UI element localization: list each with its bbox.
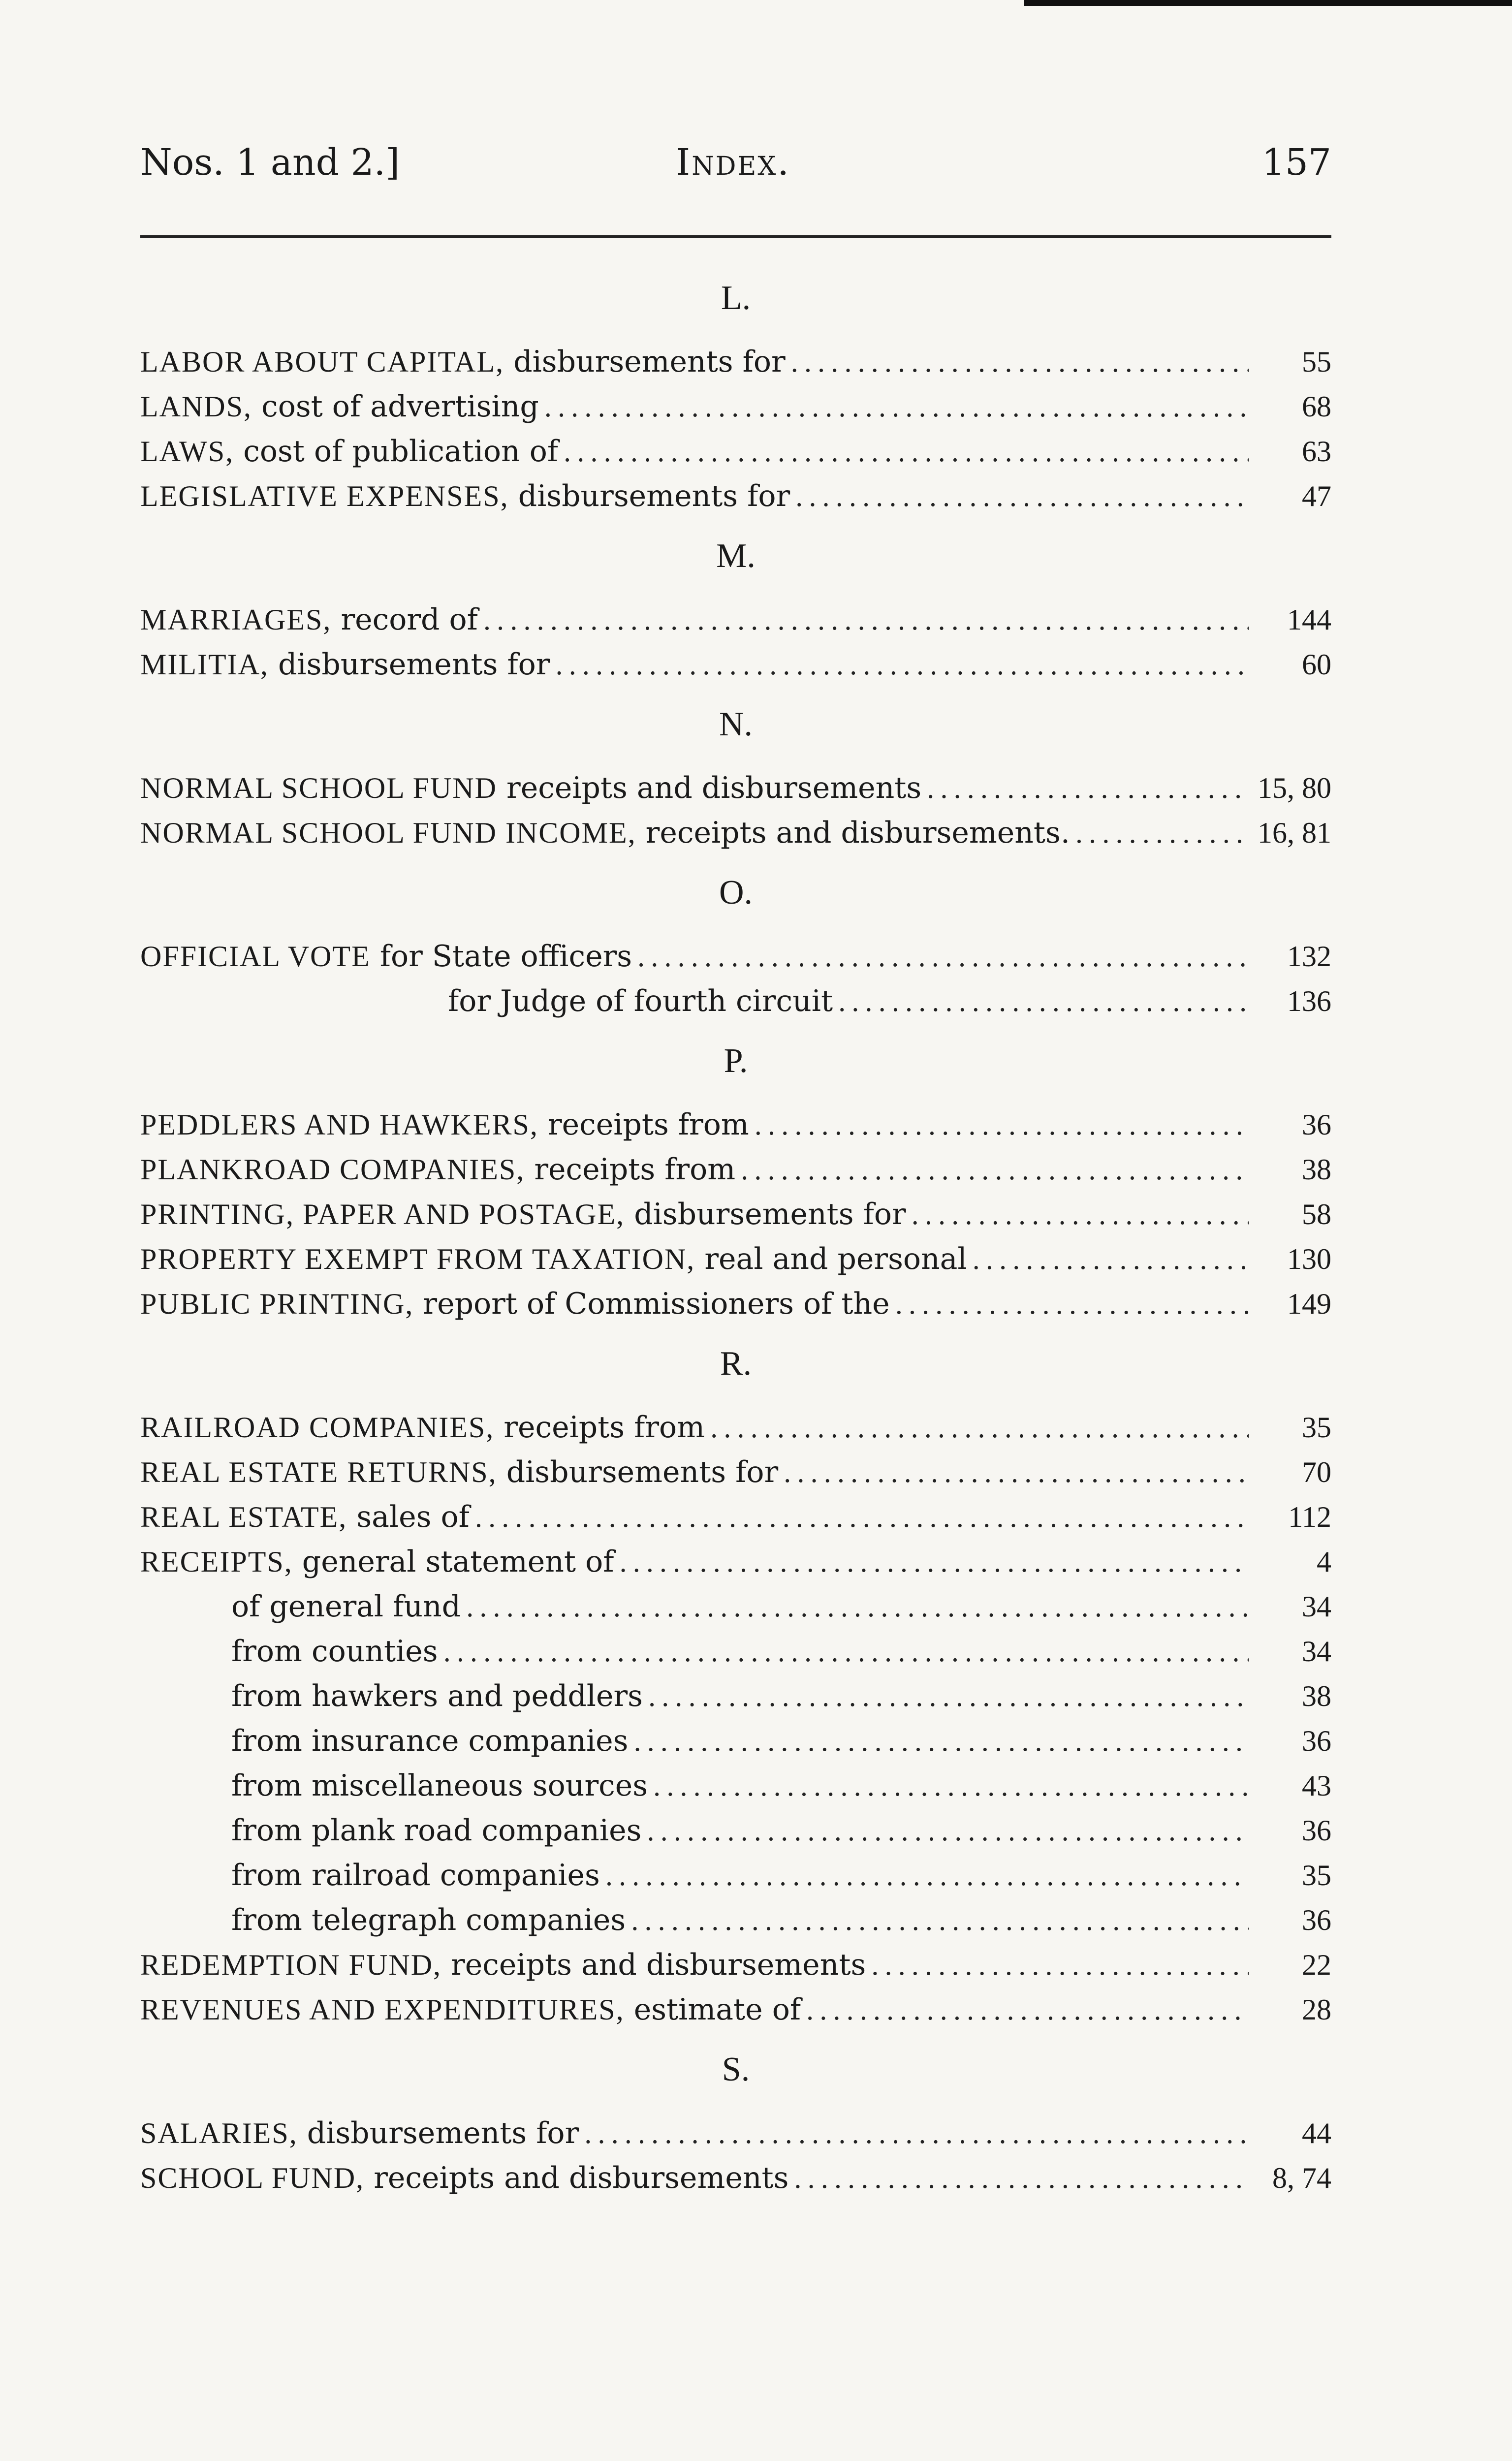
dot-leader <box>646 1809 1249 1854</box>
dot-leader <box>653 1764 1249 1809</box>
entry-description: for State officers <box>370 939 632 974</box>
entry-page-ref: 144 <box>1287 603 1331 636</box>
entry-page-ref: 132 <box>1287 940 1331 973</box>
entry-heading: REDEMPTION FUND, <box>140 1949 442 1981</box>
dot-leader <box>648 1674 1249 1719</box>
entry-page-ref: 70 <box>1302 1456 1331 1488</box>
entry-page-ref: 34 <box>1302 1590 1331 1623</box>
entry-text <box>140 1943 866 1988</box>
entry-text <box>231 1584 461 1629</box>
entry-heading: SCHOOL FUND, <box>140 2162 365 2194</box>
entry-page-ref: 22 <box>1302 1949 1331 1981</box>
entry-heading: RECEIPTS, <box>140 1546 293 1578</box>
index-entry <box>140 1988 1331 2032</box>
entry-description: disbursements for <box>268 647 550 682</box>
entry-heading: PROPERTY EXEMPT FROM TAXATION, <box>140 1243 695 1275</box>
dot-leader <box>895 1282 1249 1327</box>
header-rule <box>140 235 1331 238</box>
entry-description: estimate of <box>624 1992 801 2027</box>
dot-leader <box>637 935 1249 979</box>
entry-description: receipts and disbursements <box>364 2161 789 2195</box>
entry-page-ref: 34 <box>1302 1635 1331 1668</box>
index-entry <box>140 1853 1331 1898</box>
entry-page-ref: 58 <box>1302 1198 1331 1230</box>
entry-text <box>140 1282 890 1326</box>
index-entry <box>140 1764 1331 1808</box>
entry-page-ref: 55 <box>1302 346 1331 378</box>
entry-description: from miscellaneous sources <box>231 1768 648 1803</box>
entry-description: disbursements for <box>497 1455 779 1489</box>
index-entry <box>140 1103 1331 1147</box>
entry-text <box>140 1450 778 1495</box>
entry-heading: NORMAL SCHOOL FUND INCOME, <box>140 817 636 849</box>
dot-leader <box>838 979 1249 1024</box>
entry-page-ref: 36 <box>1302 1725 1331 1757</box>
dot-leader <box>871 1943 1249 1988</box>
entry-page-ref: 60 <box>1302 648 1331 681</box>
index-entry <box>140 1282 1331 1326</box>
index-entry <box>140 1405 1331 1450</box>
index-entry <box>140 1540 1331 1584</box>
entry-heading: PUBLIC PRINTING, <box>140 1288 414 1320</box>
entry-text <box>140 766 921 811</box>
dot-leader <box>443 1630 1249 1674</box>
dot-leader <box>555 643 1249 688</box>
entry-description: record of <box>331 602 478 637</box>
entry-text <box>140 474 790 519</box>
entry-text <box>231 1808 641 1853</box>
entry-heading: LAWS, <box>140 435 234 468</box>
section-letter: L. <box>721 279 751 317</box>
index-entries <box>140 261 1331 2201</box>
dot-leader <box>584 2112 1249 2156</box>
entry-description: real and personal <box>695 1242 967 1276</box>
entry-text <box>140 384 539 429</box>
index-entry <box>140 474 1331 519</box>
entry-heading: NORMAL SCHOOL FUND <box>140 772 497 804</box>
dot-leader <box>783 1451 1249 1495</box>
entry-text <box>140 811 1070 855</box>
dot-leader <box>754 1103 1249 1148</box>
page-edge-shadow <box>1024 0 1512 6</box>
dot-leader <box>793 2156 1249 2201</box>
entry-description: disbursements for <box>297 2116 579 2150</box>
section-letter: M. <box>716 537 756 575</box>
entry-page-ref: 15, 80 <box>1258 772 1331 804</box>
dot-leader <box>483 598 1249 643</box>
index-entry <box>140 811 1331 855</box>
index-entry <box>140 1898 1331 1943</box>
index-entry <box>140 1674 1331 1719</box>
entry-text <box>140 598 478 642</box>
index-entry <box>140 340 1331 384</box>
entry-description: sales of <box>347 1500 470 1534</box>
dot-leader <box>740 1148 1249 1193</box>
entry-text <box>140 1192 906 1237</box>
dot-leader <box>633 1719 1249 1764</box>
entry-page-ref: 130 <box>1287 1243 1331 1275</box>
entry-page-ref: 36 <box>1302 1108 1331 1141</box>
section-letter: O. <box>719 874 753 912</box>
entry-heading: REAL ESTATE RETURNS, <box>140 1456 497 1488</box>
section-letter: R. <box>720 1345 752 1383</box>
entry-text <box>140 2111 579 2156</box>
entry-text <box>231 1898 626 1943</box>
entry-description: disbursements for <box>625 1197 906 1231</box>
dot-leader <box>790 340 1249 385</box>
entry-text <box>140 1988 801 2032</box>
dot-leader <box>544 385 1249 430</box>
index-entry <box>140 1943 1331 1988</box>
entry-description: from plank road companies <box>231 1813 642 1848</box>
index-entry <box>140 1719 1331 1764</box>
header-volume: Nos. 1 and 2.] <box>140 141 400 184</box>
entry-text <box>140 1495 470 1540</box>
index-entry <box>140 1450 1331 1495</box>
entry-heading: SALARIES, <box>140 2117 298 2149</box>
entry-heading: PRINTING, PAPER AND POSTAGE, <box>140 1198 625 1230</box>
section-letter: P. <box>724 1042 748 1080</box>
page-number: 157 <box>1261 141 1331 184</box>
entry-text <box>231 1674 643 1719</box>
index-entry <box>140 384 1331 429</box>
dot-leader <box>911 1193 1249 1237</box>
entry-heading: MARRIAGES, <box>140 603 332 636</box>
entry-heading: LANDS, <box>140 390 252 423</box>
entry-text <box>140 1540 614 1584</box>
entry-heading: LABOR ABOUT CAPITAL, <box>140 346 504 378</box>
entry-description: receipts from <box>525 1152 736 1187</box>
dot-leader <box>563 430 1249 474</box>
dot-leader <box>474 1495 1249 1540</box>
entry-description: cost of advertising <box>252 389 539 424</box>
index-entry <box>140 1629 1331 1674</box>
entry-page-ref: 44 <box>1302 2117 1331 2149</box>
entry-text <box>140 934 632 979</box>
dot-leader <box>1075 811 1249 856</box>
entry-page-ref: 47 <box>1302 480 1331 512</box>
entry-heading: REVENUES AND EXPENDITURES, <box>140 1993 625 2026</box>
index-entry <box>140 1147 1331 1192</box>
entry-page-ref: 68 <box>1302 390 1331 423</box>
entry-heading: PLANKROAD COMPANIES, <box>140 1153 525 1186</box>
section-letter: N. <box>719 705 753 743</box>
section-letter: S. <box>722 2051 750 2088</box>
header-title: Index. <box>676 141 790 184</box>
entry-page-ref: 4 <box>1317 1546 1331 1578</box>
entry-heading: PEDDLERS AND HAWKERS, <box>140 1108 538 1141</box>
index-entry <box>140 766 1331 811</box>
dot-leader <box>619 1540 1249 1585</box>
entry-text <box>140 642 550 687</box>
entry-page-ref: 35 <box>1302 1411 1331 1444</box>
entry-page-ref: 36 <box>1302 1904 1331 1936</box>
entry-page-ref: 136 <box>1287 985 1331 1017</box>
entry-text <box>140 340 786 384</box>
entry-text <box>231 1764 648 1808</box>
dot-leader <box>466 1585 1249 1630</box>
dot-leader <box>795 474 1249 519</box>
entry-description: from insurance companies <box>231 1724 629 1758</box>
entry-text <box>231 1719 628 1764</box>
entry-heading: RAILROAD COMPANIES, <box>140 1411 495 1444</box>
entry-text <box>231 1853 600 1898</box>
entry-description: receipts and disbursements <box>441 1948 866 1982</box>
entry-description: of general fund <box>231 1589 461 1624</box>
dot-leader <box>710 1406 1249 1451</box>
entry-heading: OFFICIAL VOTE <box>140 940 371 973</box>
entry-description: from hawkers and peddlers <box>231 1679 643 1713</box>
entry-description: disbursements for <box>508 479 790 513</box>
entry-page-ref: 43 <box>1302 1769 1331 1802</box>
index-entry <box>140 2111 1331 2156</box>
index-entry <box>140 1808 1331 1853</box>
entry-heading: LEGISLATIVE EXPENSES, <box>140 480 509 512</box>
entry-description: disbursements for <box>504 345 786 379</box>
dot-leader <box>630 1898 1249 1943</box>
index-entry <box>140 1495 1331 1540</box>
index-entry <box>140 598 1331 642</box>
entry-page-ref: 36 <box>1302 1814 1331 1847</box>
entry-text <box>140 2156 788 2201</box>
index-entry <box>140 979 1331 1024</box>
entry-description: receipts from <box>494 1410 705 1445</box>
entry-heading: MILITIA, <box>140 648 269 681</box>
entry-page-ref: 149 <box>1287 1288 1331 1320</box>
entry-page-ref: 38 <box>1302 1680 1331 1712</box>
entry-text <box>140 429 558 474</box>
entry-page-ref: 38 <box>1302 1153 1331 1186</box>
index-entry <box>140 429 1331 474</box>
entry-text <box>140 1147 735 1192</box>
entry-description: from telegraph companies <box>231 1903 626 1937</box>
dot-leader <box>806 1988 1249 2033</box>
dot-leader <box>926 766 1249 811</box>
entry-page-ref: 16, 81 <box>1258 817 1331 849</box>
dot-leader <box>972 1237 1249 1282</box>
entry-page-ref: 63 <box>1302 435 1331 468</box>
entry-description: receipts and disbursements <box>497 771 922 805</box>
entry-text <box>448 979 833 1024</box>
entry-description: receipts from <box>538 1107 749 1142</box>
index-entry <box>140 1237 1331 1282</box>
index-entry <box>140 934 1331 979</box>
entry-page-ref: 8, 74 <box>1272 2162 1331 2194</box>
entry-description: from railroad companies <box>231 1858 600 1893</box>
running-header <box>140 138 1331 197</box>
index-entry <box>140 1192 1331 1237</box>
entry-description: from counties <box>231 1634 438 1669</box>
dot-leader <box>605 1854 1249 1898</box>
entry-heading: REAL ESTATE, <box>140 1501 347 1533</box>
index-entry <box>140 642 1331 687</box>
entry-description: general statement of <box>292 1545 614 1579</box>
index-entry <box>140 1584 1331 1629</box>
index-entry <box>140 2156 1331 2201</box>
entry-page-ref: 112 <box>1288 1501 1331 1533</box>
entry-text <box>140 1405 705 1450</box>
entry-text <box>140 1103 749 1147</box>
entry-description: cost of publication of <box>234 434 559 469</box>
entry-description: receipts and disbursements. <box>636 816 1070 850</box>
entry-text <box>140 1237 967 1282</box>
entry-description: for Judge of fourth circuit <box>448 984 833 1018</box>
entry-page-ref: 28 <box>1302 1993 1331 2026</box>
entry-page-ref: 35 <box>1302 1859 1331 1892</box>
entry-text <box>231 1629 438 1674</box>
entry-description: report of Commissioners of the <box>413 1287 890 1321</box>
